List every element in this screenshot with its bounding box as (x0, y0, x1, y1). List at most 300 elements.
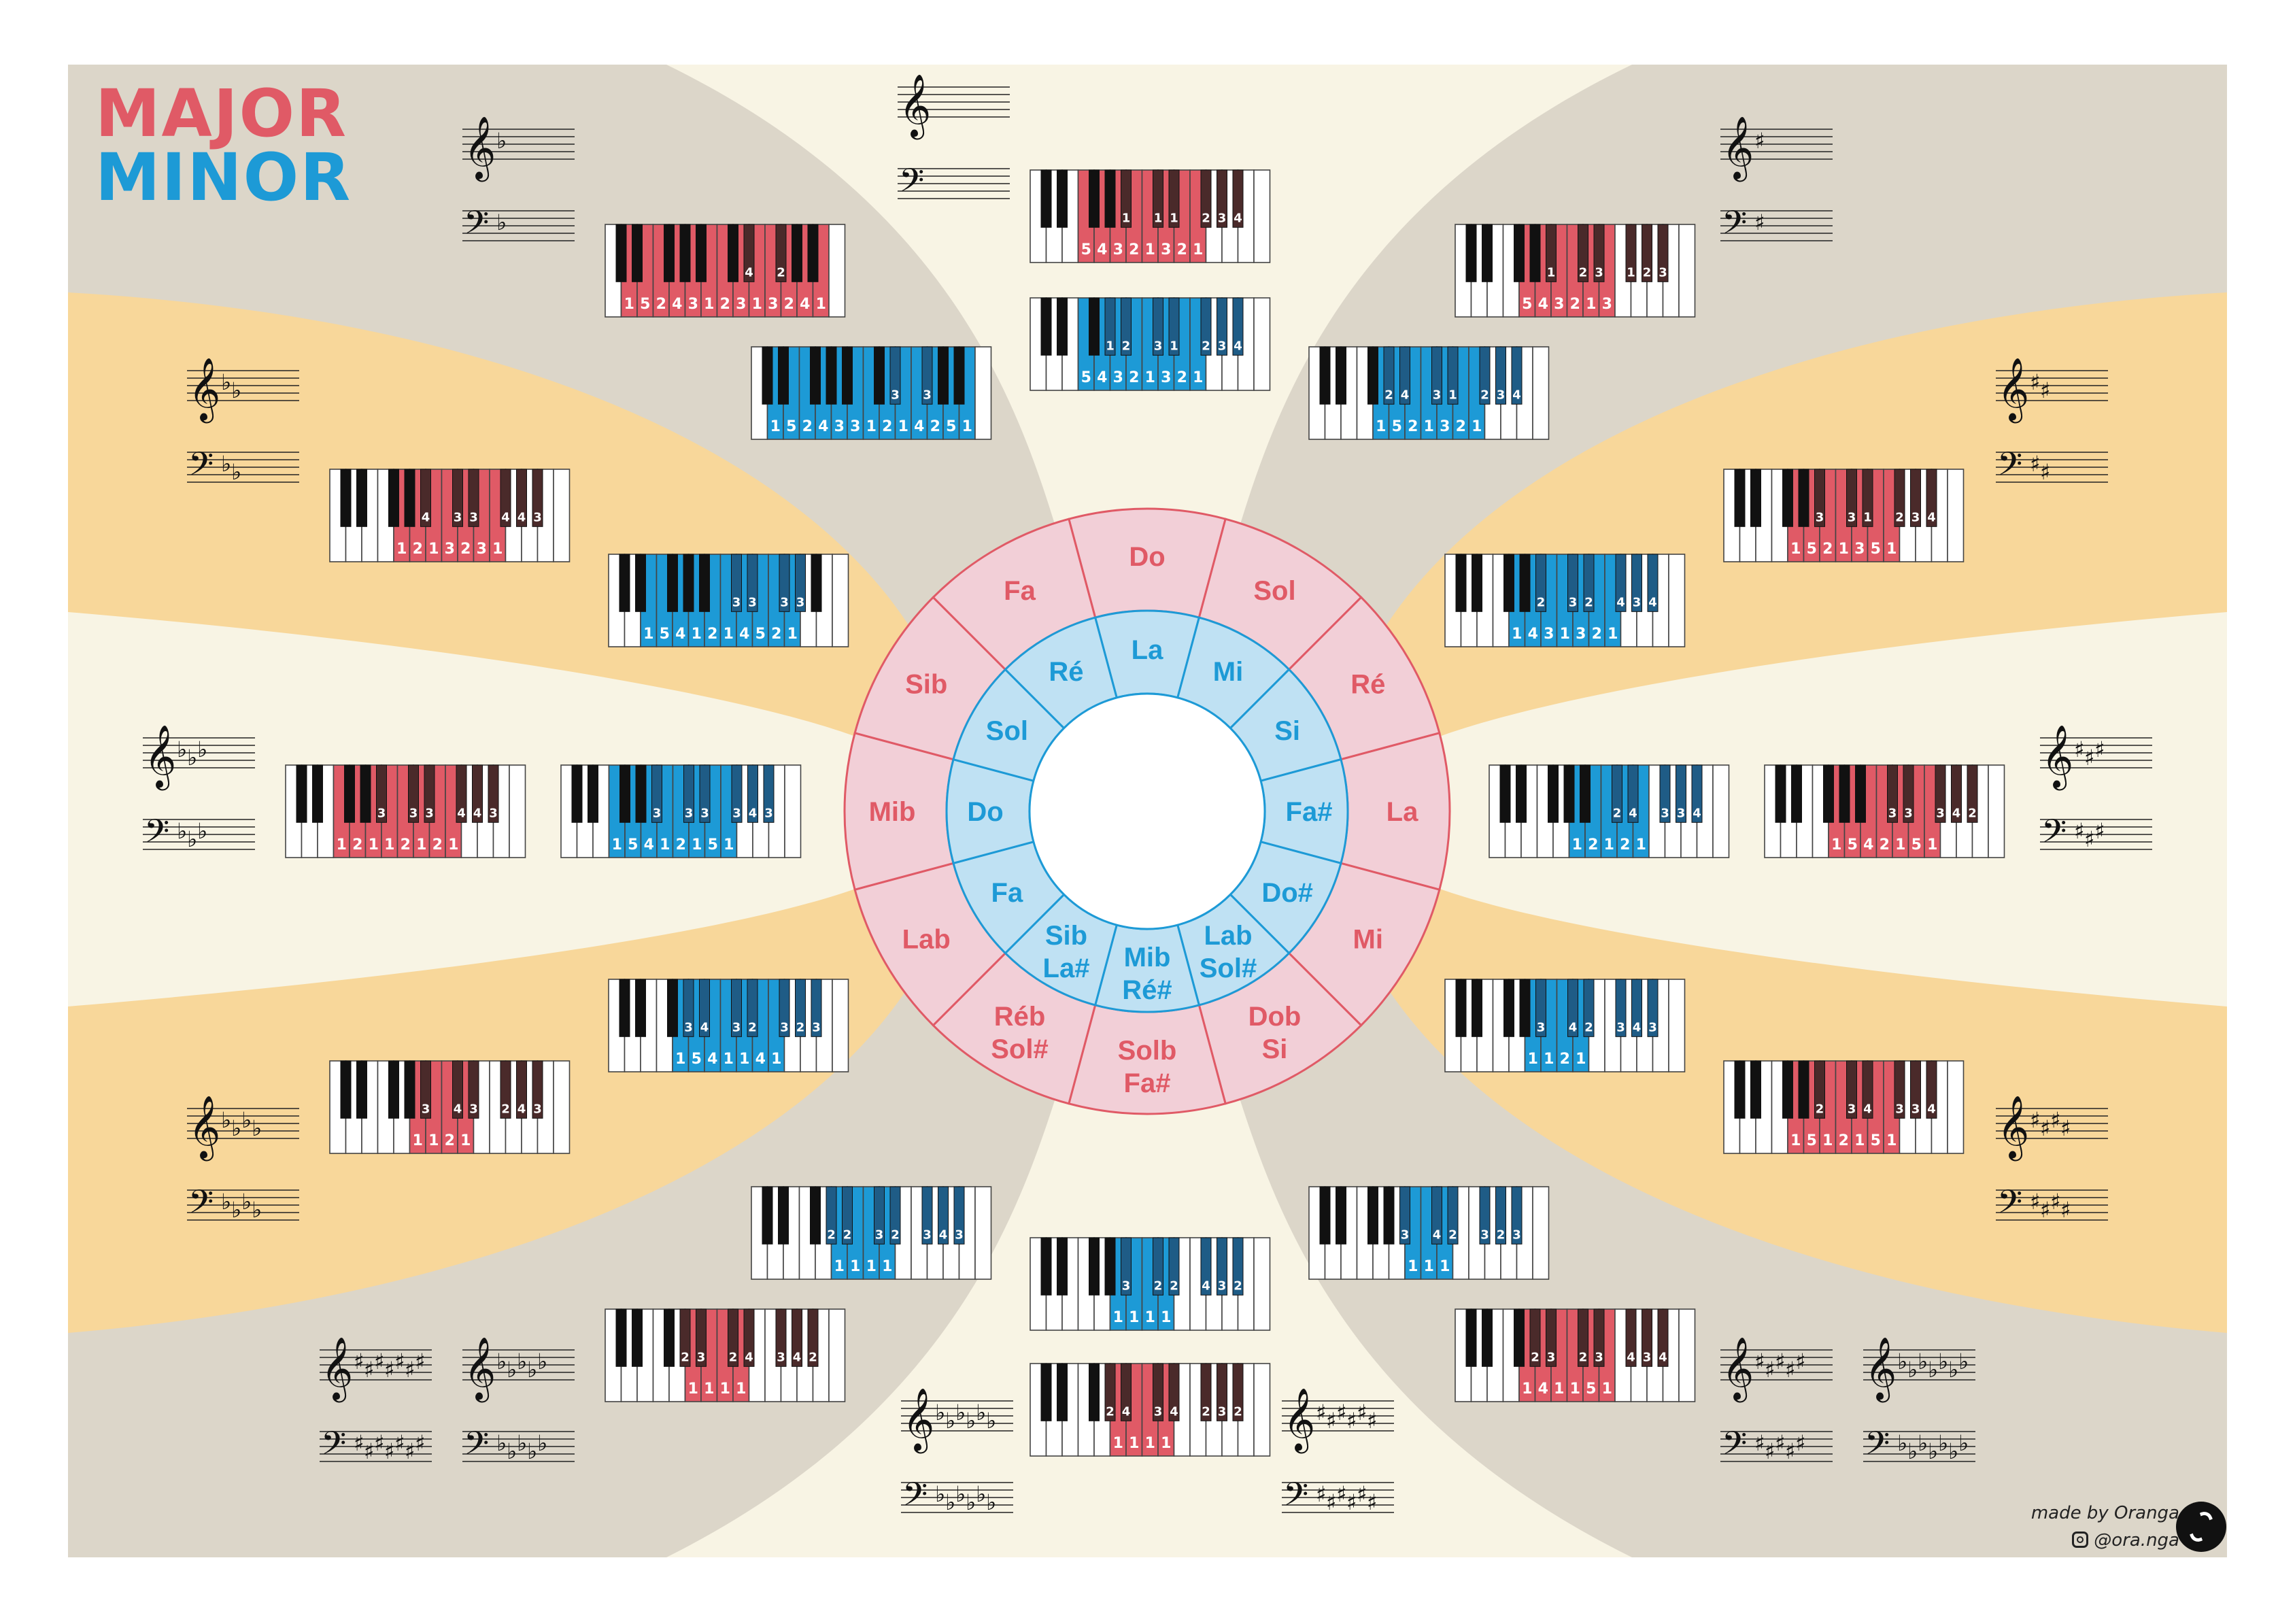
finger-number: 3 (476, 541, 487, 558)
black-key (619, 979, 630, 1036)
finger-number: 3 (1153, 1404, 1163, 1419)
flat-icon: ♭ (1938, 1349, 1949, 1374)
black-key (1041, 1364, 1051, 1421)
finger-number: 1 (723, 626, 734, 643)
flat-icon: ♭ (986, 1408, 997, 1434)
flat-icon: ♭ (197, 737, 208, 762)
black-key (619, 554, 630, 611)
finger-number: 1 (1121, 211, 1131, 226)
black-key (616, 224, 626, 282)
finger-number: 3 (1661, 806, 1669, 821)
finger-number: 3 (1400, 1228, 1410, 1242)
finger-number: 2 (675, 836, 686, 853)
sharp-icon: ♯ (384, 1357, 395, 1383)
finger-number: 3 (377, 806, 386, 821)
finger-number: 5 (755, 626, 766, 643)
finger-number: 3 (652, 806, 662, 821)
flat-icon: ♭ (496, 1349, 507, 1374)
flat-icon: ♭ (231, 459, 242, 485)
finger-number: 3 (1911, 510, 1920, 525)
sharp-icon: ♯ (1754, 1430, 1765, 1456)
finger-number: 2 (1642, 265, 1652, 280)
finger-number: 1 (1608, 626, 1618, 643)
finger-number: 4 (1629, 806, 1637, 821)
black-key (954, 347, 964, 404)
finger-number: 2 (352, 836, 363, 853)
finger-number: 4 (938, 1228, 948, 1242)
finger-number: 3 (1554, 296, 1565, 313)
finger-number: 3 (732, 595, 741, 610)
finger-number: 2 (1584, 595, 1593, 610)
finger-number: 1 (866, 418, 877, 435)
finger-number: 3 (923, 388, 932, 403)
flat-icon: ♭ (966, 1408, 976, 1434)
finger-number: 4 (1537, 296, 1548, 313)
bass-clef-icon: 𝄢 (1283, 1475, 1309, 1521)
black-key (632, 224, 643, 282)
finger-number: 3 (1616, 1020, 1625, 1035)
finger-number: 5 (1522, 296, 1533, 313)
minor-key-label: Do# (1261, 878, 1313, 908)
finger-number: 5 (1586, 1381, 1597, 1398)
finger-number: 2 (1838, 1132, 1849, 1149)
finger-number: 4 (517, 1102, 526, 1117)
finger-number: 2 (432, 836, 443, 853)
sharp-icon: ♯ (1367, 1489, 1378, 1515)
finger-number: 3 (1217, 211, 1227, 226)
finger-number: 1 (723, 1051, 734, 1068)
flat-icon: ♭ (537, 1430, 548, 1456)
treble-clef-icon: 𝄞 (1997, 357, 2030, 420)
finger-number: 1 (1601, 1381, 1612, 1398)
sharp-icon: ♯ (1316, 1481, 1327, 1507)
major-scale-piano (1455, 224, 1695, 317)
black-key (1735, 469, 1745, 526)
white-key (1254, 298, 1270, 390)
white-key (1254, 1364, 1270, 1456)
black-key (1057, 1364, 1068, 1421)
minor-scale-piano (609, 979, 849, 1072)
finger-number: 2 (1620, 836, 1631, 853)
flat-icon: ♭ (527, 1438, 538, 1464)
flat-icon: ♭ (221, 369, 232, 395)
finger-number: 2 (1591, 626, 1602, 643)
flat-icon: ♭ (496, 128, 507, 154)
finger-number: 2 (681, 1350, 690, 1365)
black-key (700, 554, 710, 611)
finger-number: 3 (1161, 369, 1172, 386)
finger-number: 1 (1161, 1435, 1172, 1452)
finger-number: 3 (1576, 626, 1586, 643)
finger-number: 3 (533, 1102, 542, 1117)
minor-scale-piano (1489, 765, 1729, 858)
finger-number: 1 (962, 418, 972, 435)
major-scale-piano (605, 224, 845, 317)
finger-number: 1 (1603, 836, 1614, 853)
finger-number: 4 (1927, 1102, 1936, 1117)
finger-number: 2 (1895, 510, 1904, 525)
finger-number: 1 (428, 1132, 439, 1149)
finger-number: 2 (796, 1020, 805, 1035)
finger-number: 1 (611, 836, 622, 853)
sharp-icon: ♯ (1754, 1349, 1765, 1374)
finger-number: 4 (755, 1051, 766, 1068)
finger-number: 3 (850, 418, 861, 435)
finger-number: 2 (891, 1228, 900, 1242)
minor-key-label: Ré (1049, 656, 1084, 687)
sharp-icon: ♯ (1765, 1357, 1775, 1383)
finger-number: 5 (1081, 369, 1091, 386)
flat-icon: ♭ (197, 818, 208, 844)
flat-icon: ♭ (1907, 1438, 1918, 1464)
major-key-label: La (1386, 797, 1418, 827)
major-scale-piano (1455, 1309, 1695, 1402)
treble-clef-icon: 𝄞 (1865, 1336, 1897, 1400)
circle-center (1030, 694, 1265, 929)
bass-clef-icon: 𝄢 (1722, 203, 1748, 250)
finger-number: 1 (704, 296, 715, 313)
finger-number: 2 (1129, 369, 1140, 386)
finger-number: 3 (409, 806, 418, 821)
finger-number: 3 (1546, 1350, 1556, 1365)
finger-number: 2 (1480, 388, 1489, 403)
black-key (1057, 298, 1068, 355)
treble-clef-icon: 𝄞 (2041, 724, 2074, 788)
black-key (1751, 1061, 1761, 1118)
sharp-icon: ♯ (374, 1349, 385, 1374)
black-key (1041, 1238, 1051, 1295)
finger-number: 1 (1522, 1381, 1533, 1398)
finger-number: 4 (1512, 388, 1521, 403)
finger-number: 3 (687, 296, 698, 313)
bass-clef-icon: 𝄢 (1997, 445, 2023, 491)
sharp-icon: ♯ (2040, 1197, 2051, 1223)
finger-number: 4 (1659, 1350, 1667, 1365)
finger-number: 4 (1097, 241, 1108, 258)
black-key (1089, 1238, 1100, 1295)
finger-number: 3 (834, 418, 845, 435)
sharp-icon: ♯ (364, 1438, 375, 1464)
flat-icon: ♭ (517, 1430, 528, 1456)
sharp-icon: ♯ (1765, 1438, 1775, 1464)
black-key (1105, 1238, 1115, 1295)
flat-icon: ♭ (935, 1400, 946, 1425)
finger-number: 1 (1106, 339, 1115, 354)
finger-number: 1 (1144, 1309, 1155, 1326)
finger-number: 4 (1234, 339, 1242, 354)
flat-icon: ♭ (976, 1481, 987, 1507)
minor-key-label: Si (1274, 716, 1301, 746)
finger-number: 4 (1632, 1020, 1642, 1035)
major-scale-piano (330, 469, 570, 562)
finger-number: 1 (1831, 836, 1842, 853)
black-key (1792, 765, 1802, 822)
finger-number: 1 (1863, 510, 1872, 525)
flat-icon: ♭ (935, 1481, 946, 1507)
sharp-icon: ♯ (354, 1349, 364, 1374)
flat-icon: ♭ (955, 1400, 966, 1425)
black-key (779, 1187, 789, 1244)
sharp-icon: ♯ (384, 1438, 395, 1464)
finger-number: 1 (1544, 1051, 1554, 1068)
finger-number: 4 (1863, 1102, 1872, 1117)
finger-number: 1 (1527, 1051, 1538, 1068)
title-major: MAJOR (95, 75, 348, 152)
finger-number: 3 (453, 510, 462, 525)
white-key (975, 1187, 991, 1279)
finger-number: 2 (1578, 265, 1588, 280)
black-key (1472, 554, 1482, 611)
finger-number: 1 (643, 626, 654, 643)
black-key (792, 224, 802, 282)
sharp-icon: ♯ (2040, 459, 2051, 485)
finger-number: 3 (1161, 241, 1172, 258)
minor-key-label: Sib La# (1042, 921, 1090, 984)
black-key (1799, 469, 1809, 526)
finger-number: 1 (739, 1051, 750, 1068)
finger-number: 5 (1870, 1132, 1881, 1149)
black-key (938, 347, 949, 404)
flat-icon: ♭ (1897, 1430, 1908, 1456)
finger-number: 1 (1627, 265, 1635, 280)
finger-number: 3 (1217, 1404, 1227, 1419)
finger-number: 3 (1815, 510, 1824, 525)
finger-number: 2 (656, 296, 666, 313)
black-key (572, 765, 582, 822)
major-scale-piano (1765, 765, 2005, 858)
finger-number: 4 (745, 1350, 753, 1365)
finger-number: 2 (1121, 339, 1131, 354)
bass-clef-icon: 𝄢 (464, 203, 490, 250)
major-key-label: Sib (905, 669, 948, 700)
finger-number: 1 (1170, 211, 1178, 226)
flat-icon: ♭ (231, 1197, 242, 1223)
finger-number: 3 (1496, 388, 1506, 403)
black-key (1520, 554, 1530, 611)
finger-number: 4 (1537, 1381, 1548, 1398)
finger-number: 4 (1648, 595, 1657, 610)
finger-number: 4 (1927, 510, 1936, 525)
finger-number: 1 (1144, 369, 1155, 386)
finger-number: 2 (1153, 1279, 1163, 1293)
black-key (1482, 1309, 1493, 1366)
finger-number: 2 (501, 1102, 510, 1117)
sharp-icon: ♯ (1336, 1481, 1347, 1507)
flat-icon: ♭ (221, 451, 232, 477)
sharp-icon: ♯ (1336, 1400, 1347, 1425)
minor-scale-piano (609, 554, 849, 647)
finger-number: 4 (1693, 806, 1701, 821)
finger-number: 3 (700, 806, 709, 821)
finger-number: 5 (640, 296, 651, 313)
flat-icon: ♭ (177, 818, 188, 844)
finger-number: 2 (777, 265, 785, 280)
finger-number: 3 (421, 1102, 430, 1117)
finger-number: 4 (1400, 388, 1410, 403)
black-key (1856, 765, 1866, 822)
flat-icon: ♭ (1948, 1357, 1959, 1383)
black-key (826, 347, 836, 404)
flat-icon: ♭ (1938, 1430, 1949, 1456)
finger-number: 1 (898, 418, 908, 435)
finger-number: 1 (1112, 1435, 1123, 1452)
sharp-icon: ♯ (1795, 1349, 1806, 1374)
major-key-label: Do (1129, 542, 1166, 572)
treble-clef-icon: 𝄞 (1722, 116, 1754, 179)
finger-number: 2 (1129, 241, 1140, 258)
white-key (1713, 765, 1729, 858)
treble-clef-icon: 𝄞 (1283, 1387, 1316, 1451)
minor-scale-piano (751, 347, 991, 439)
finger-number: 3 (1544, 626, 1554, 643)
black-key (1514, 1309, 1525, 1366)
credit-handle: @ora.nga (2094, 1530, 2179, 1551)
finger-number: 3 (732, 1020, 741, 1035)
finger-number: 2 (1578, 1350, 1588, 1365)
finger-number: 2 (1531, 1350, 1540, 1365)
sharp-icon: ♯ (374, 1430, 385, 1456)
sharp-icon: ♯ (1785, 1438, 1796, 1464)
finger-number: 4 (800, 296, 811, 313)
black-key (636, 765, 646, 822)
flat-icon: ♭ (1918, 1430, 1928, 1456)
finger-number: 2 (1202, 1404, 1210, 1419)
treble-clef-icon: 𝄞 (188, 357, 221, 420)
minor-key-label: La (1131, 635, 1163, 665)
flat-icon: ♭ (252, 1115, 262, 1141)
major-scale-piano (1030, 1364, 1270, 1456)
finger-number: 1 (1886, 541, 1897, 558)
sharp-icon: ♯ (1775, 1430, 1786, 1456)
finger-number: 3 (1659, 265, 1667, 280)
finger-number: 3 (684, 1020, 693, 1035)
black-key (389, 1061, 399, 1118)
finger-number: 1 (1569, 1381, 1580, 1398)
finger-number: 3 (780, 595, 789, 610)
credit-handle-row[interactable] (2031, 1527, 2179, 1554)
finger-number: 1 (460, 1132, 471, 1149)
finger-number: 2 (728, 1350, 738, 1365)
flat-icon: ♭ (986, 1489, 997, 1515)
finger-number: 4 (700, 1020, 709, 1035)
finger-number: 1 (1838, 541, 1849, 558)
finger-number: 1 (412, 1132, 423, 1149)
finger-number: 1 (1559, 626, 1570, 643)
finger-number: 3 (469, 1102, 478, 1117)
white-key (1254, 1238, 1270, 1330)
black-key (632, 1309, 643, 1366)
finger-number: 1 (384, 836, 395, 853)
finger-number: 1 (1895, 836, 1906, 853)
bass-clef-icon: 𝄢 (2041, 812, 2067, 858)
black-key (1504, 979, 1514, 1036)
finger-number: 1 (1153, 211, 1163, 226)
finger-number: 2 (1448, 1228, 1457, 1242)
finger-number: 1 (850, 1258, 861, 1275)
finger-number: 3 (1121, 1279, 1131, 1293)
treble-clef-icon: 𝄞 (1997, 1095, 2030, 1158)
finger-number: 4 (1234, 211, 1242, 226)
finger-number: 3 (1217, 1279, 1227, 1293)
flat-icon: ♭ (966, 1489, 976, 1515)
finger-number: 3 (1512, 1228, 1521, 1242)
finger-number: 4 (672, 296, 683, 313)
finger-number: 2 (1176, 241, 1187, 258)
minor-key-label: Do (967, 797, 1004, 827)
finger-number: 1 (1472, 418, 1482, 435)
black-key (1466, 224, 1476, 282)
finger-number: 2 (1455, 418, 1466, 435)
finger-number: 1 (336, 836, 347, 853)
finger-number: 4 (707, 1051, 718, 1068)
finger-number: 1 (624, 296, 634, 313)
black-key (1336, 347, 1346, 404)
finger-number: 3 (1112, 241, 1123, 258)
finger-number: 3 (1568, 595, 1578, 610)
black-key (1089, 170, 1100, 227)
sharp-icon: ♯ (1754, 128, 1765, 154)
black-key (1320, 347, 1330, 404)
flat-icon: ♭ (252, 1197, 262, 1223)
bass-clef-icon: 𝄢 (1997, 1183, 2023, 1229)
finger-number: 3 (812, 1020, 821, 1035)
finger-number: 4 (643, 836, 654, 853)
finger-number: 1 (1854, 1132, 1865, 1149)
flat-icon: ♭ (976, 1400, 987, 1425)
sharp-icon: ♯ (1785, 1357, 1796, 1383)
finger-number: 5 (691, 1051, 702, 1068)
finger-number: 1 (736, 1381, 747, 1398)
bass-clef-icon: 𝄢 (188, 1183, 214, 1229)
black-key (1839, 765, 1850, 822)
sharp-icon: ♯ (1754, 209, 1765, 235)
finger-number: 1 (368, 836, 379, 853)
sharp-icon: ♯ (2030, 369, 2041, 395)
finger-number: 3 (1904, 806, 1913, 821)
finger-number: 4 (675, 626, 686, 643)
finger-number: 4 (1952, 806, 1961, 821)
black-key (1466, 1309, 1476, 1366)
white-key (832, 979, 849, 1072)
black-key (588, 765, 598, 822)
finger-number: 1 (692, 836, 702, 853)
finger-number: 1 (1193, 369, 1204, 386)
black-key (1504, 554, 1514, 611)
major-scale-piano (1724, 1061, 1964, 1153)
finger-number: 4 (792, 1350, 802, 1365)
sharp-icon: ♯ (1326, 1489, 1337, 1515)
finger-number: 1 (1144, 1435, 1155, 1452)
black-key (728, 224, 738, 282)
finger-number: 2 (1612, 806, 1622, 821)
finger-number: 2 (1536, 595, 1546, 610)
finger-number: 1 (1635, 836, 1646, 853)
minor-scale-piano (1445, 554, 1685, 647)
black-key (1548, 765, 1559, 822)
finger-number: 2 (1176, 369, 1187, 386)
finger-number: 4 (914, 418, 925, 435)
finger-number: 5 (1870, 541, 1881, 558)
finger-number: 2 (843, 1228, 852, 1242)
flat-icon: ♭ (955, 1481, 966, 1507)
sharp-icon: ♯ (2030, 451, 2041, 477)
finger-number: 1 (1822, 1132, 1833, 1149)
sharp-icon: ♯ (2094, 737, 2105, 762)
white-key (1948, 1061, 1964, 1153)
finger-number: 1 (1408, 1258, 1418, 1275)
flat-icon: ♭ (1958, 1430, 1969, 1456)
black-key (1041, 170, 1051, 227)
